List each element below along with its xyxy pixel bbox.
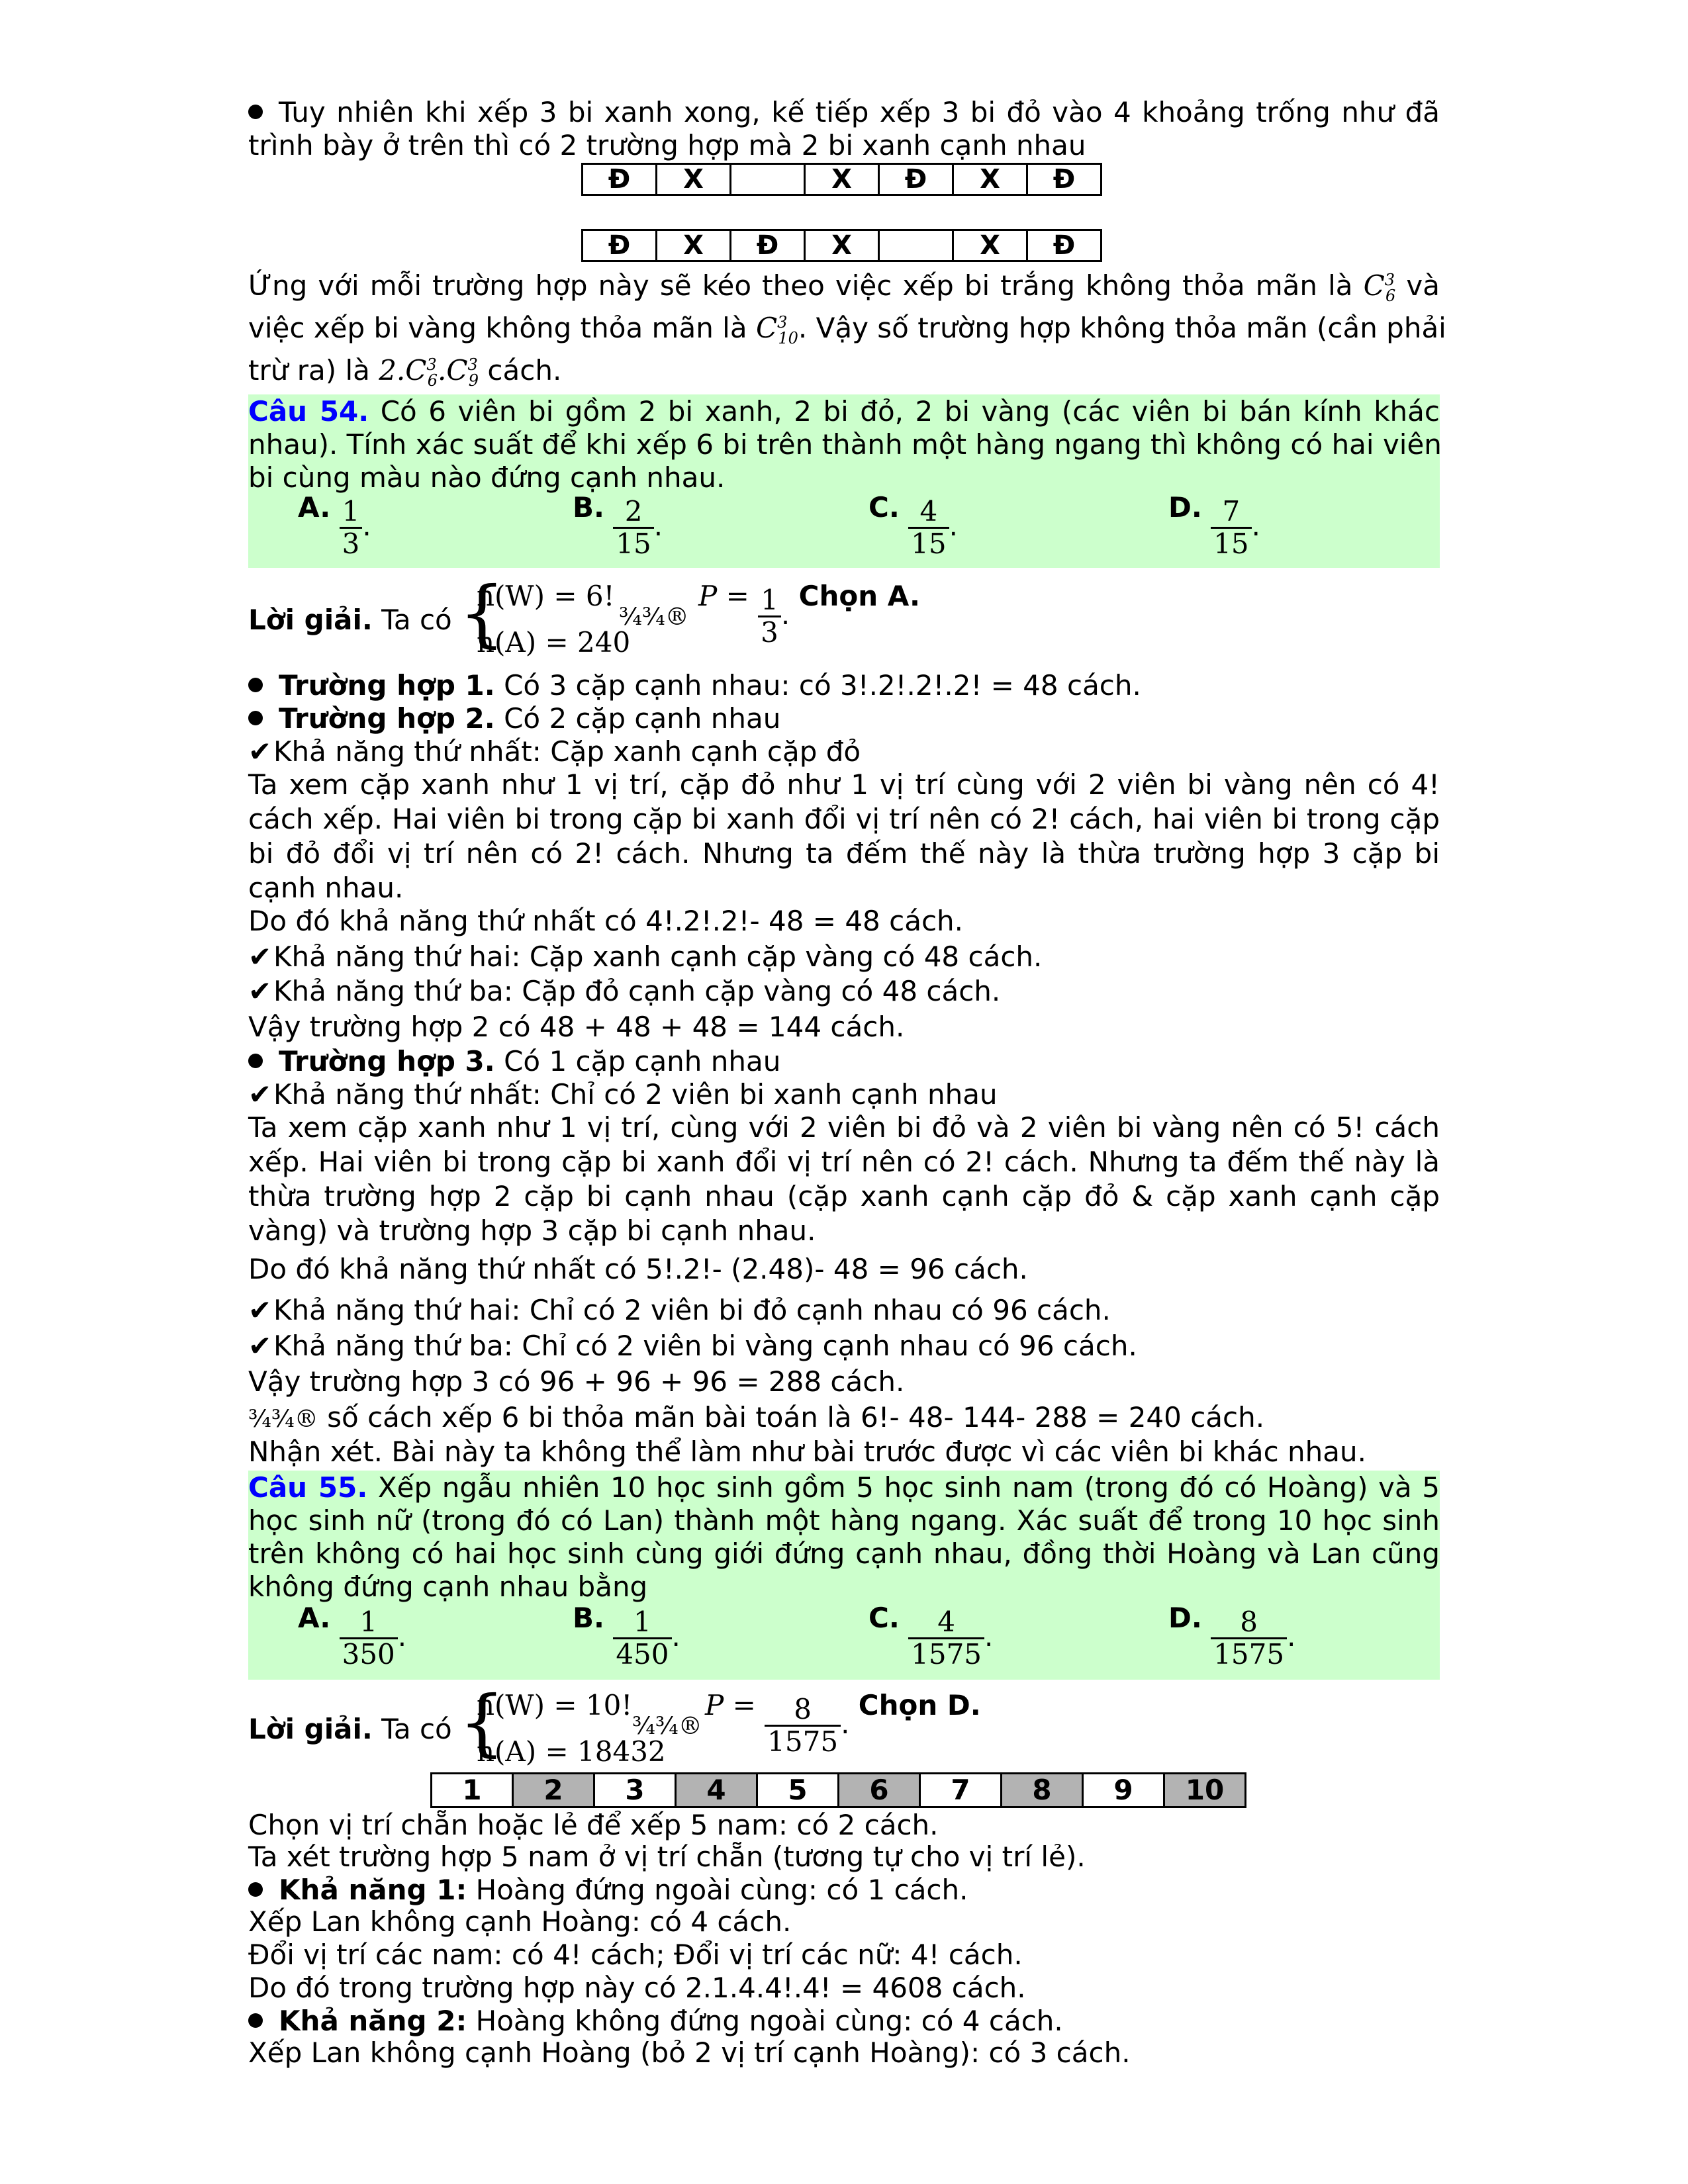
system-brace-icon: { <box>459 570 505 655</box>
table2-cell: X <box>953 230 1027 261</box>
position-cell: 10 <box>1164 1774 1246 1807</box>
q55-system-line-1: n(W) = 10! <box>477 1689 633 1721</box>
case-3-para-line-4: vàng) và trường hợp 3 cặp bi cạnh nhau. <box>248 1214 816 1247</box>
case-3-para-line-1: Ta xem cặp xanh như 1 vị trí, cùng với 2 viên bi đỏ và 2 viên bi vàng nên có 5! cách <box>248 1111 1440 1144</box>
q55-line-3: trên không có hai học sinh cùng giới đứng cạnh nhau, đồng thời Hoàng và Lan cũng <box>248 1537 1440 1570</box>
position-cell: 8 <box>1002 1774 1083 1807</box>
position-cell: 1 <box>432 1774 513 1807</box>
q54-system-line-2: n(A) = 240 <box>477 626 631 659</box>
q54-solution-label: Lời giải. Ta có <box>248 604 452 636</box>
after-tables-line-3: trừ ra) là $2.C^3_6.C^3_9$ cách. <box>248 354 562 390</box>
case-2-para-line-2: cách xếp. Hai viên bi trong cặp bi xanh đổi vị trí nên có 2! cách, hai viên bi trong cặp <box>248 803 1440 835</box>
system-brace-icon: { <box>459 1680 505 1764</box>
case-3-line: Trường hợp 3. Có 1 cặp cạnh nhau <box>248 1046 1440 1077</box>
q55-body-line-3: Xếp Lan không cạnh Hoàng: có 4 cách. <box>248 1905 792 1938</box>
case-1-line: Trường hợp 1. Có 3 cặp cạnh nhau: có 3!.2!.2!.2! = 48 cách. <box>248 670 1440 702</box>
case-2-option-1: ✔Khả năng thứ nhất: Cặp xanh cạnh cặp đỏ <box>248 735 861 768</box>
case-2-para-line-4: cạnh nhau. <box>248 872 404 904</box>
q55-body-line-5: Do đó trong trường hợp này có 2.1.4.4!.4! = 4608 cách. <box>248 1972 1026 2004</box>
position-cell: 4 <box>676 1774 757 1807</box>
case-3-sum: Vậy trường hợp 3 có 96 + 96 + 96 = 288 cách. <box>248 1365 905 1398</box>
arrangement-table-1 <box>581 163 1102 196</box>
q55-body-line-1: Chọn vị trí chẵn hoặc lẻ để xếp 5 nam: có 2 cách. <box>248 1809 939 1841</box>
after-tables-line-1: Ứng với mỗi trường hợp này sẽ kéo theo việc xếp bi trắng không thỏa mãn là $C^3_6$ và <box>248 269 1440 306</box>
table2-cell: X <box>657 230 731 261</box>
case-2-option-2: ✔Khả năng thứ hai: Cặp xanh cạnh cặp vàng có 48 cách. <box>248 940 1043 973</box>
table1-cell: X <box>953 164 1027 195</box>
table2-cell <box>879 230 953 261</box>
case-3-para-line-2: xếp. Hai viên bi trong cặp bi xanh đổi vị trí nên có 2! cách. Nhưng ta đếm thế này là <box>248 1146 1440 1178</box>
q54-option-a: A. $\frac{1}{3}$ . <box>298 491 371 561</box>
checkmark-icon: ✔ <box>248 1294 272 1326</box>
intro-line-2: trình bày ở trên thì có 2 trường hợp mà 2 bi xanh cạnh nhau <box>248 129 1086 161</box>
bullet-icon <box>248 1054 263 1068</box>
q54-option-c: C. $\frac{4}{15}$ . <box>868 491 958 561</box>
q55-line-1: Câu 55. Xếp ngẫu nhiên 10 học sinh gồm 5 học sinh nam (trong đó có Hoàng) và 5 <box>248 1471 1440 1504</box>
q54-option-d: D. $\frac{7}{15}$ . <box>1168 491 1260 561</box>
q54-system-line-1: n(W) = 6! <box>477 580 615 612</box>
q55-line-2: học sinh nữ (trong đó có Lan) thành một hàng ngang. Xác suất để trong 10 học sinh <box>248 1504 1440 1537</box>
table1-cell: X <box>657 164 731 195</box>
case-3-option-2: ✔Khả năng thứ hai: Chỉ có 2 viên bi đỏ cạnh nhau có 96 cách. <box>248 1294 1111 1326</box>
position-cell: 6 <box>839 1774 920 1807</box>
case-2-para-line-3: bi đỏ đổi vị trí nên có 2! cách. Nhưng ta đếm thế này là thừa trường hợp 3 cặp bi <box>248 837 1440 870</box>
possibility-1-line: Khả năng 1: Hoàng đứng ngoài cùng: có 1 cách. <box>248 1874 1440 1906</box>
case-3-para-line-3: thừa trường hợp 2 cặp bi cạnh nhau (cặp xanh cạnh cặp đỏ & cặp xanh cạnh cặp <box>248 1180 1440 1212</box>
after-tables-line-2: việc xếp bi vàng không thỏa mãn là $C^3_{10}$. Vậy số trường hợp không thỏa mãn (cần phải <box>248 312 1446 348</box>
arrangement-table-2 <box>581 229 1102 262</box>
position-cell: 9 <box>1083 1774 1164 1807</box>
position-cell: 2 <box>513 1774 594 1807</box>
case-3-option-3: ✔Khả năng thứ ba: Chỉ có 2 viên bi vàng cạnh nhau có 96 cách. <box>248 1330 1137 1362</box>
note-line: Nhận xét. Bài này ta không thể làm như bài trước được vì các viên bi khác nhau. <box>248 1435 1366 1468</box>
q55-line-4: không đứng cạnh nhau bằng <box>248 1570 648 1603</box>
case-2-result-1: Do đó khả năng thứ nhất có 4!.2!.2!- 48 = 48 cách. <box>248 905 964 937</box>
q55-system-line-2: n(A) = 18432 <box>477 1735 666 1768</box>
table1-cell: Đ <box>879 164 953 195</box>
checkmark-icon: ✔ <box>248 975 272 1007</box>
table2-cell: Đ <box>731 230 805 261</box>
final-result: ¾¾® số cách xếp 6 bi thỏa mãn bài toán là 6!- 48- 144- 288 = 240 cách. <box>248 1401 1265 1433</box>
table2-cell: Đ <box>583 230 657 261</box>
case-2-sum: Vậy trường hợp 2 có 48 + 48 + 48 = 144 cách. <box>248 1011 905 1043</box>
possibility-2-line: Khả năng 2: Hoàng không đứng ngoài cùng: có 4 cách. <box>248 2005 1440 2037</box>
bullet-icon <box>248 105 263 119</box>
checkmark-icon: ✔ <box>248 940 272 973</box>
checkmark-icon: ✔ <box>248 1078 272 1111</box>
case-3-result-1: Do đó khả năng thứ nhất có 5!.2!- (2.48)- 48 = 96 cách. <box>248 1253 1028 1285</box>
position-cell: 3 <box>594 1774 676 1807</box>
bullet-icon <box>248 711 263 725</box>
table1-cell: X <box>805 164 879 195</box>
table2-cell: Đ <box>1027 230 1102 261</box>
implies-arrow-icon: ¾¾® <box>248 1406 318 1433</box>
position-cell: 7 <box>920 1774 1002 1807</box>
q54-label: Câu 54. <box>248 395 369 428</box>
q54-line-3: bi cùng màu nào đứng cạnh nhau. <box>248 461 726 494</box>
q55-body-line-4: Đổi vị trí các nam: có 4! cách; Đổi vị trí các nữ: 4! cách. <box>248 1938 1023 1971</box>
q54-probability: P = $\frac{1}{3}$ . Chọn A. <box>698 580 920 649</box>
positions-table <box>430 1772 1246 1808</box>
checkmark-icon: ✔ <box>248 735 272 768</box>
table2-cell: X <box>805 230 879 261</box>
table1-cell: Đ <box>583 164 657 195</box>
q54-line-2: nhau). Tính xác suất để khi xếp 6 bi trên thành một hàng ngang thì không có hai viên <box>248 428 1442 461</box>
table1-cell <box>731 164 805 195</box>
checkmark-icon: ✔ <box>248 1330 272 1362</box>
q55-option-a: A. $\frac{1}{350}$ . <box>298 1602 407 1671</box>
case-2-line: Trường hợp 2. Có 2 cặp cạnh nhau <box>248 703 1440 735</box>
implies-arrow-icon: ¾¾® <box>619 604 689 631</box>
q55-option-d: D. $\frac{8}{1575}$ . <box>1168 1602 1296 1671</box>
case-2-option-3: ✔Khả năng thứ ba: Cặp đỏ cạnh cặp vàng có 48 cách. <box>248 975 1001 1007</box>
q55-label: Câu 55. <box>248 1471 368 1504</box>
bullet-icon <box>248 678 263 692</box>
intro-line-1: Tuy nhiên khi xếp 3 bi xanh xong, kế tiếp xếp 3 bi đỏ vào 4 khoảng trống như đã <box>248 97 1440 128</box>
bullet-icon <box>248 2013 263 2028</box>
implies-arrow-icon: ¾¾® <box>632 1713 702 1740</box>
q54-line-1: Câu 54. Có 6 viên bi gồm 2 bi xanh, 2 bi đỏ, 2 bi vàng (các viên bi bán kính khác <box>248 395 1440 428</box>
case-3-option-1: ✔Khả năng thứ nhất: Chỉ có 2 viên bi xanh cạnh nhau <box>248 1078 998 1111</box>
q55-option-c: C. $\frac{4}{1575}$ . <box>868 1602 994 1671</box>
q55-probability: P = $\frac{8}{1575}$ . Chọn D. <box>705 1689 981 1758</box>
position-cell: 5 <box>757 1774 839 1807</box>
bullet-icon <box>248 1882 263 1897</box>
table1-cell: Đ <box>1027 164 1102 195</box>
q54-option-b: B. $\frac{2}{15}$ . <box>573 491 663 561</box>
q55-solution-label: Lời giải. Ta có <box>248 1713 452 1745</box>
q55-option-b: B. $\frac{1}{450}$ . <box>573 1602 680 1671</box>
q55-answer: Chọn D. <box>858 1689 981 1722</box>
case-2-para-line-1: Ta xem cặp xanh như 1 vị trí, cặp đỏ như 1 vị trí cùng với 2 viên bi vàng nên có 4! <box>248 768 1440 801</box>
q54-answer: Chọn A. <box>798 580 920 613</box>
q55-body-line-2: Ta xét trường hợp 5 nam ở vị trí chẵn (tương tự cho vị trí lẻ). <box>248 1841 1086 1873</box>
combination-c63: $C^3_6$ <box>1363 269 1396 306</box>
combination-c103: $C^3_{10}$ <box>755 312 798 348</box>
combination-product: $2.C^3_6.C^3_9$ <box>379 354 479 390</box>
q55-body-line-6: Xếp Lan không cạnh Hoàng (bỏ 2 vị trí cạnh Hoàng): có 3 cách. <box>248 2036 1131 2069</box>
